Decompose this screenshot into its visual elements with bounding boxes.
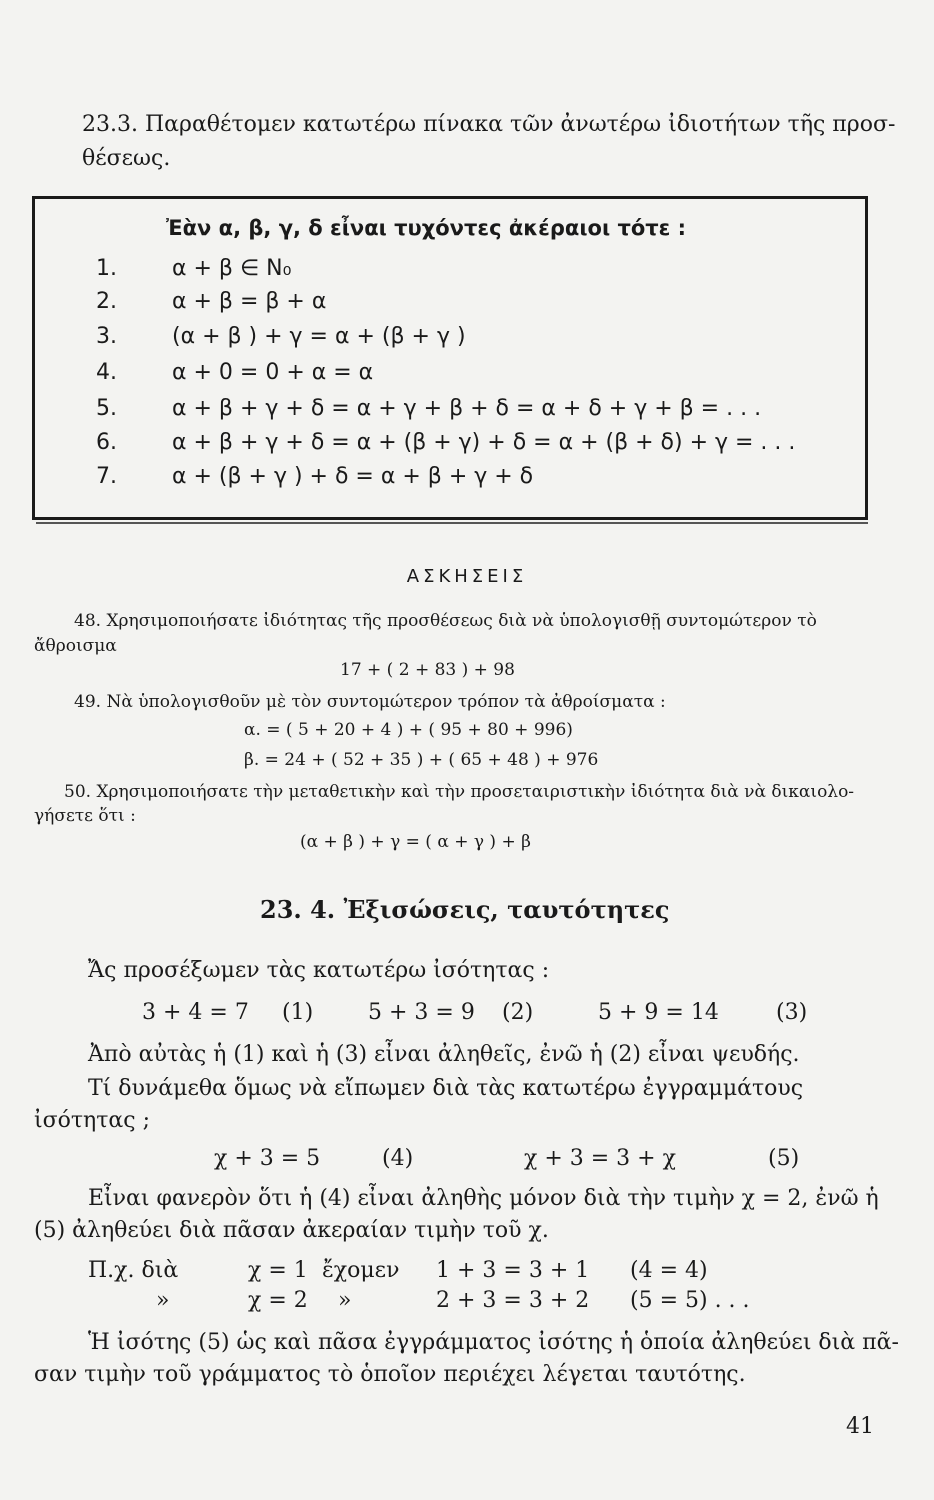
example-row1-b: χ = 1	[248, 1258, 308, 1283]
equation-4: χ + 3 = 5	[214, 1146, 321, 1171]
example-row1-e: (4 = 4)	[630, 1258, 708, 1283]
equation-5-label: (5)	[768, 1146, 800, 1171]
box-underline	[36, 522, 868, 524]
property-formula: α + β + γ + δ = α + γ + β + δ = α + δ + γ + β = . . .	[172, 396, 762, 421]
equation-4-label: (4)	[382, 1146, 414, 1171]
equation-3: 5 + 9 = 14	[598, 1000, 719, 1025]
property-formula: α + β + γ + δ = α + (β + γ) + δ = α + (β + δ) + γ = . . .	[172, 430, 796, 455]
page-number: 41	[846, 1414, 874, 1439]
section-234-intro: Ἄς προσέξωμεν τὰς κατωτέρω ἰσότητας :	[88, 958, 550, 983]
example-row1-d: 1 + 3 = 3 + 1	[436, 1258, 590, 1283]
equation-2: 5 + 3 = 9	[368, 1000, 475, 1025]
exercise-48-line1: 48. Χρησιμοποιήσατε ἰδιότητας τῆς προσθέσεως διὰ νὰ ὑπολογισθῇ συντομώτερον τὸ	[74, 611, 817, 631]
equation-2-label: (2)	[502, 1000, 534, 1025]
section-233-line2: θέσεως.	[82, 146, 171, 171]
paragraph-identity-line1: Ἡ ἰσότης (5) ὡς καὶ πᾶσα ἐγγράμματος ἰσότης ἡ ὁποία ἀληθεύει διὰ πᾶ-	[88, 1330, 899, 1355]
exercises-title: ΑΣΚΗΣΕΙΣ	[406, 566, 528, 587]
property-formula: α + (β + γ ) + δ = α + β + γ + δ	[172, 464, 534, 489]
exercise-50-line1: 50. Χρησιμοποιήσατε τὴν μεταθετικὴν καὶ τὴν προσεταιριστικὴν ἰδιότητα διὰ νὰ δικαιολο-	[64, 782, 855, 802]
section-234-heading: 23. 4. Ἐξισώσεις, ταυτότητες	[260, 895, 670, 924]
property-formula: (α + β ) + γ = α + (β + γ )	[172, 324, 466, 349]
section-233-line1: 23.3. Παραθέτομεν κατωτέρω πίνακα τῶν ἀνωτέρω ἰδιοτήτων τῆς προσ-	[82, 112, 896, 137]
property-number: 7.	[96, 464, 117, 489]
property-number: 5.	[96, 396, 117, 421]
example-row2-d: 2 + 3 = 3 + 2	[436, 1288, 590, 1313]
exercise-49-b: β. = 24 + ( 52 + 35 ) + ( 65 + 48 ) + 976	[244, 750, 599, 770]
exercise-48-expression: 17 + ( 2 + 83 ) + 98	[340, 660, 515, 680]
exercise-49-line1: 49. Νὰ ὑπολογισθοῦν μὲ τὸν συντομώτερον τρόπον τὰ ἀθροίσματα :	[74, 692, 666, 712]
paragraph-truth: Ἀπὸ αὐτὰς ἡ (1) καὶ ἡ (3) εἶναι ἀληθεῖς, ἐνῶ ἡ (2) εἶναι ψευδής.	[88, 1042, 800, 1067]
property-number: 6.	[96, 430, 117, 455]
property-number: 3.	[96, 324, 117, 349]
example-row1-a: Π.χ. διὰ	[88, 1258, 179, 1283]
paragraph-question-line1: Τί δυνάμεθα ὅμως νὰ εἴπωμεν διὰ τὰς κατωτέρω ἐγγραμμάτους	[88, 1076, 804, 1101]
paragraph-identity-line2: σαν τιμὴν τοῦ γράμματος τὸ ὁποῖον περιέχει λέγεται ταυτότης.	[34, 1362, 746, 1387]
example-row2-c: »	[338, 1288, 352, 1313]
properties-intro: Ἐὰν α, β, γ, δ εἶναι τυχόντες ἀκέραιοι τότε :	[166, 216, 687, 240]
equation-5: χ + 3 = 3 + χ	[524, 1146, 676, 1171]
property-formula: α + β = β + α	[172, 289, 327, 314]
equation-1-label: (1)	[282, 1000, 314, 1025]
paragraph-question-line2: ἰσότητας ;	[34, 1108, 150, 1133]
paragraph-explanation-line2: (5) ἀληθεύει διὰ πᾶσαν ἀκεραίαν τιμὴν τοῦ χ.	[34, 1218, 549, 1243]
example-row1-c: ἔχομεν	[322, 1258, 400, 1283]
property-number: 1.	[96, 256, 117, 281]
example-row2-a: »	[156, 1288, 170, 1313]
property-formula: α + 0 = 0 + α = α	[172, 360, 374, 385]
example-row2-b: χ = 2	[248, 1288, 308, 1313]
exercise-48-line2: ἄθροισμα	[34, 636, 117, 656]
property-number: 2.	[96, 289, 117, 314]
property-formula: α + β ∈ N₀	[172, 256, 292, 281]
example-row2-e: (5 = 5) . . .	[630, 1288, 750, 1313]
exercise-50-expression: (α + β ) + γ = ( α + γ ) + β	[300, 832, 531, 852]
exercise-50-line2: γήσετε ὅτι :	[34, 806, 136, 826]
equation-3-label: (3)	[776, 1000, 808, 1025]
property-number: 4.	[96, 360, 117, 385]
equation-1: 3 + 4 = 7	[142, 1000, 249, 1025]
exercise-49-a: α. = ( 5 + 20 + 4 ) + ( 95 + 80 + 996)	[244, 720, 573, 740]
paragraph-explanation-line1: Εἶναι φανερὸν ὅτι ἡ (4) εἶναι ἀληθὴς μόνον διὰ τὴν τιμὴν χ = 2, ἐνῶ ἡ	[88, 1186, 879, 1211]
